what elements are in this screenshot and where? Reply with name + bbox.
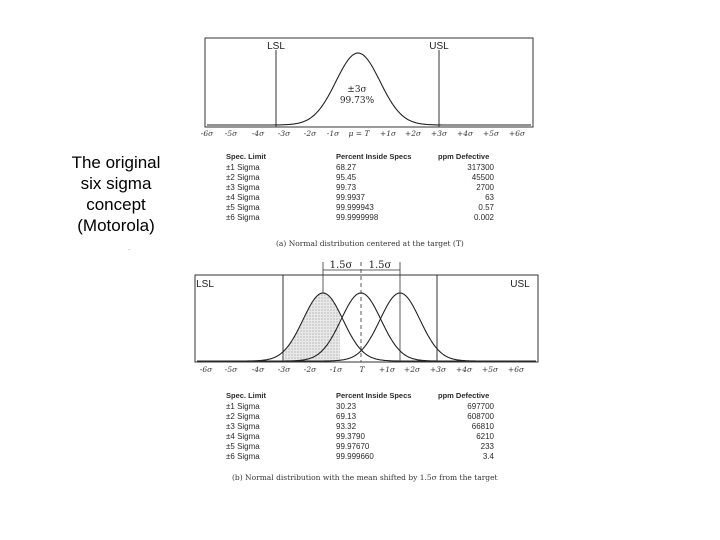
figure-a-tick: +2σ xyxy=(404,129,422,138)
table-row xyxy=(226,193,494,203)
column-header: ppm Defective xyxy=(438,391,490,400)
figure-b-left-shifted-curve xyxy=(197,293,536,361)
table-cell: 0.57 xyxy=(478,203,494,212)
figure-b-tick: +2σ xyxy=(403,365,421,374)
figure-a-frame xyxy=(205,38,533,127)
table-cell: 6210 xyxy=(476,432,494,441)
figure-a-tick: μ = T xyxy=(348,129,370,138)
table-cell: 99.999660 xyxy=(336,452,374,461)
table-cell: ±5 Sigma xyxy=(226,442,260,451)
table-row xyxy=(226,432,494,442)
table-cell: 99.73 xyxy=(336,183,357,192)
table-cell: 697700 xyxy=(467,402,494,411)
table-row xyxy=(226,163,494,173)
figure-b-tick: T xyxy=(359,365,365,374)
table-row xyxy=(226,422,494,432)
figure-a-normal-curve xyxy=(207,53,531,125)
figure-b-axis-ticks xyxy=(200,365,525,374)
figure-b-spec-table xyxy=(226,391,494,462)
table-cell: 99.999943 xyxy=(336,203,374,212)
table-cell: ±1 Sigma xyxy=(226,163,260,172)
figure-a-tick: -1σ xyxy=(326,129,340,138)
title-line-4: (Motorola) xyxy=(77,216,155,235)
column-header: Percent Inside Specs xyxy=(336,152,412,161)
figure-b-tick: +1σ xyxy=(378,365,396,374)
table-cell: 99.97670 xyxy=(336,442,370,451)
table-cell: ±1 Sigma xyxy=(226,402,260,411)
table-row xyxy=(226,203,494,213)
figure-b-tick: +5σ xyxy=(481,365,499,374)
figure-b-tick: -1σ xyxy=(329,365,343,374)
figure-b-tick: -3σ xyxy=(277,365,291,374)
table-cell: ±4 Sigma xyxy=(226,432,260,441)
column-header: Percent Inside Specs xyxy=(336,391,412,400)
figure-a-tick: -3σ xyxy=(277,129,291,138)
figure-a-tick: +3σ xyxy=(430,129,448,138)
table-row xyxy=(226,442,494,452)
figure-b-tick: +3σ xyxy=(429,365,447,374)
table-cell: ±3 Sigma xyxy=(226,183,260,192)
figure-a-tick: -5σ xyxy=(224,129,238,138)
figure-a-tick: +1σ xyxy=(379,129,397,138)
table-cell: 68.27 xyxy=(336,163,357,172)
figure-a-axis-ticks xyxy=(201,129,526,138)
figure-b-frame xyxy=(195,275,538,362)
table-cell: 66810 xyxy=(471,422,494,431)
title-line-1: The original xyxy=(71,153,161,172)
table-row xyxy=(226,173,494,183)
column-header: ppm Defective xyxy=(438,152,490,161)
table-cell: ±5 Sigma xyxy=(226,203,260,212)
scan-speck: . xyxy=(128,243,131,252)
figure-a-tick: +6σ xyxy=(508,129,526,138)
table-cell: ±6 Sigma xyxy=(226,452,260,461)
table-cell: 63 xyxy=(485,193,494,202)
figure-b-right-shifted-curve xyxy=(197,293,536,361)
figure-a-spec-table xyxy=(226,152,494,223)
table-cell: ±2 Sigma xyxy=(226,412,260,421)
figure-b-tick: -2σ xyxy=(303,365,317,374)
table-row xyxy=(226,412,494,422)
figure-a-tick: -6σ xyxy=(200,129,214,138)
figure-a-peak-label-2: 99.73% xyxy=(339,96,375,106)
column-header: Spec. Limit xyxy=(226,152,267,161)
table-cell: 99.3790 xyxy=(336,432,365,441)
table-cell: 2700 xyxy=(476,183,494,192)
figure-b-tick: -5σ xyxy=(224,365,238,374)
table-cell: 317300 xyxy=(467,163,494,172)
title-line-3: concept xyxy=(86,195,146,214)
table-cell: ±3 Sigma xyxy=(226,422,260,431)
table-cell: 99.9999998 xyxy=(336,213,379,222)
table-cell: 0.002 xyxy=(473,213,494,222)
figure-b-tick: -4σ xyxy=(251,365,265,374)
figure-b-shift-label-right: 1.5σ xyxy=(368,260,392,271)
figure-b-centered-curve xyxy=(197,293,536,361)
table-cell: 99.9937 xyxy=(336,193,365,202)
table-cell: 45500 xyxy=(471,173,494,182)
figure-b-tick: +6σ xyxy=(507,365,525,374)
table-row xyxy=(226,452,494,462)
table-cell: ±4 Sigma xyxy=(226,193,260,202)
figure-a-lsl-label: LSL xyxy=(267,41,285,52)
table-header-row xyxy=(226,152,494,163)
title-line-2: six sigma xyxy=(80,174,152,193)
figure-b-shift-label-left: 1.5σ xyxy=(329,260,353,271)
table-header-row xyxy=(226,391,494,402)
table-cell: 233 xyxy=(480,442,494,451)
table-row xyxy=(226,402,494,412)
figure-b-caption: (b) Normal distribution with the mean shifted by 1.5σ from the target xyxy=(232,473,498,482)
table-row xyxy=(226,213,494,223)
figure-b-usl-label: USL xyxy=(510,279,530,290)
table-cell: ±6 Sigma xyxy=(226,213,260,222)
figure-a-caption: (a) Normal distribution centered at the target (T) xyxy=(276,239,464,248)
figure-a-usl-label: USL xyxy=(429,41,449,52)
figure-a-tick: -4σ xyxy=(251,129,265,138)
table-cell: 608700 xyxy=(467,412,494,421)
table-cell: ±2 Sigma xyxy=(226,173,260,182)
figure-a-tick: +4σ xyxy=(456,129,474,138)
figure-a-tick: -2σ xyxy=(303,129,317,138)
table-cell: 95.45 xyxy=(336,173,357,182)
figure-a-tick: +5σ xyxy=(482,129,500,138)
figure-b-tick: +4σ xyxy=(455,365,473,374)
figure-a-peak-label-1: ±3σ xyxy=(347,85,367,95)
column-header: Spec. Limit xyxy=(226,391,267,400)
figure-b-tick: -6σ xyxy=(199,365,213,374)
table-cell: 3.4 xyxy=(482,452,494,461)
table-cell: 93.32 xyxy=(336,422,357,431)
table-cell: 69.13 xyxy=(336,412,357,421)
figure-b-lsl-label: LSL xyxy=(196,279,214,290)
table-row xyxy=(226,183,494,193)
table-cell: 30.23 xyxy=(336,402,357,411)
